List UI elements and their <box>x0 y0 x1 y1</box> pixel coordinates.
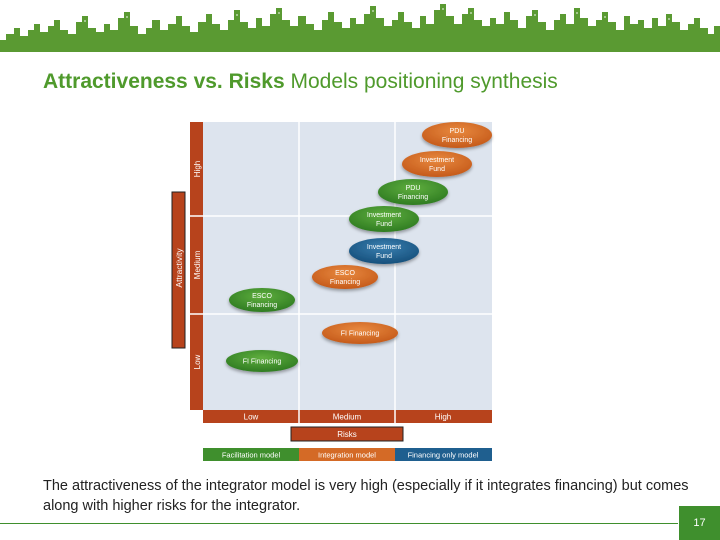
bubble-line1: Investment <box>366 212 402 219</box>
y-level-medium: Medium <box>193 250 202 280</box>
page-number: 17 <box>679 506 720 540</box>
bubble-esco-financing-facilitation <box>229 288 295 312</box>
bubble-line1: Investment <box>366 244 402 251</box>
bubble-investment-fund-integration <box>402 151 472 177</box>
attractiveness-risks-diagram <box>170 118 500 466</box>
slide-title-bold: Attractiveness vs. Risks <box>43 70 285 93</box>
bubble-esco-financing-integration <box>312 265 378 289</box>
bubble-line1: Investment <box>419 157 455 164</box>
bubble-pdu-financing-facilitation <box>378 179 448 205</box>
bubble-pdu-financing-integration <box>422 122 492 148</box>
legend-financing-only-label: Financing only model <box>407 450 479 460</box>
bubble-line1: ESCO <box>252 293 272 300</box>
y-level-high: High <box>193 160 202 178</box>
slide-title <box>43 70 558 94</box>
bubble-line1: PDU <box>449 128 465 135</box>
bubble-line1: PDU <box>405 185 421 192</box>
bubble-line2: Financing <box>397 194 429 201</box>
x-level-low: Low <box>243 412 259 422</box>
x-level-medium: Medium <box>332 412 362 422</box>
bubble-line1: FI Financing <box>242 358 282 366</box>
slide-title-rest: Models positioning synthesis <box>284 70 558 93</box>
bubble-fi-financing-facilitation <box>226 350 298 372</box>
bubble-investment-fund-facilitation <box>349 206 419 232</box>
bubble-line1: ESCO <box>335 270 355 277</box>
y-level-low: Low <box>193 354 202 370</box>
legend-facilitation-label: Facilitation model <box>221 450 281 460</box>
slide-caption: The attractiveness of the integrator model is very high (especially if it integrates financing) but comes along with higher risks for the integrator. <box>43 478 689 514</box>
footer-divider <box>0 523 678 524</box>
bubble-line2: Financing <box>246 302 278 309</box>
bubble-investment-fund-financing-only <box>349 238 419 264</box>
bubble-line2: Fund <box>376 253 392 260</box>
city-skyline-banner <box>0 0 720 52</box>
bubble-line2: Financing <box>441 137 473 144</box>
x-level-high: High <box>434 412 452 422</box>
bubble-line2: Fund <box>376 221 392 228</box>
bubble-line2: Fund <box>429 166 445 173</box>
x-axis-title: Risks <box>337 430 357 439</box>
bubble-fi-financing-integration <box>322 322 398 344</box>
bubble-line2: Financing <box>329 279 361 286</box>
y-axis-title: Attractivity <box>174 248 184 288</box>
bubble-line1: FI Financing <box>340 330 380 338</box>
legend-integration-label: Integration model <box>318 450 376 460</box>
